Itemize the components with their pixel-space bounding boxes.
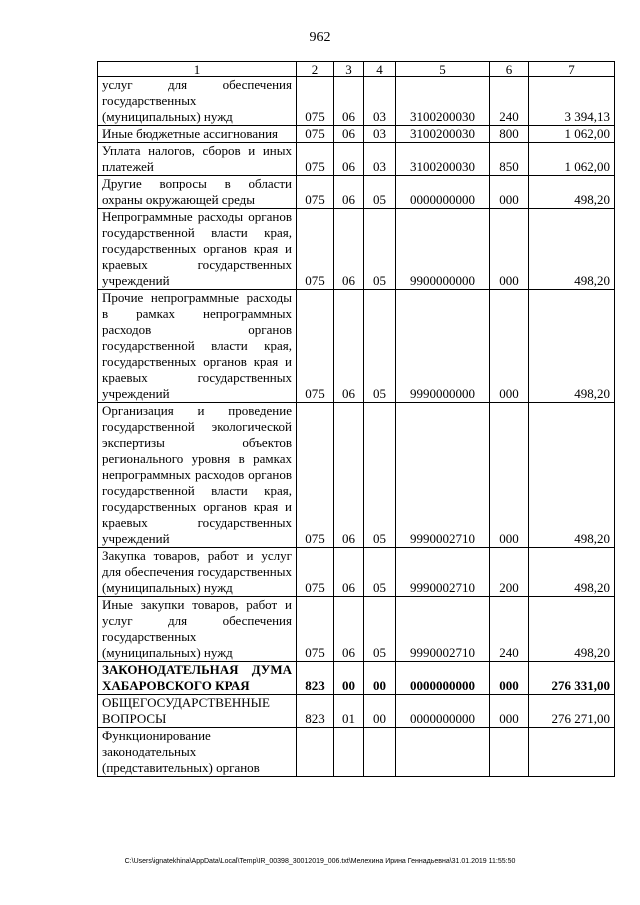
column-header: 3	[334, 62, 364, 77]
row-name: Прочие непрограммные расходы в рамках непрограммных расходов органов государственной власти края, государственных органов края и краевых государственных учреждений	[98, 290, 297, 403]
column-header: 5	[396, 62, 490, 77]
row-name: Функционирование законодательных (представительных) органов	[98, 728, 297, 777]
cell-section: 06	[334, 209, 364, 290]
cell-ministry: 823	[297, 662, 334, 695]
table-row	[98, 290, 615, 403]
cell-expense-type: 850	[490, 143, 529, 176]
cell-amount: 3 394,13	[529, 77, 615, 126]
cell-subsection: 00	[364, 695, 396, 728]
cell-expense-type: 000	[490, 290, 529, 403]
row-name: Организация и проведение государственной экологической экспертизы объектов регионального уровня в рамках непрограммных расходов органов государственной власти края, государственных органов края и краевых государственных учреждений	[98, 403, 297, 548]
cell-target-article: 3100200030	[396, 143, 490, 176]
table-row	[98, 143, 615, 176]
cell-expense-type: 000	[490, 695, 529, 728]
cell-ministry	[297, 728, 334, 777]
cell-section: 06	[334, 77, 364, 126]
cell-expense-type: 000	[490, 209, 529, 290]
cell-amount: 498,20	[529, 548, 615, 597]
cell-section: 06	[334, 548, 364, 597]
cell-ministry: 075	[297, 597, 334, 662]
cell-subsection	[364, 728, 396, 777]
row-name: Иные бюджетные ассигнования	[98, 126, 297, 143]
column-header: 6	[490, 62, 529, 77]
cell-expense-type: 000	[490, 662, 529, 695]
cell-target-article: 3100200030	[396, 77, 490, 126]
cell-ministry: 075	[297, 77, 334, 126]
cell-target-article: 0000000000	[396, 695, 490, 728]
cell-section: 06	[334, 126, 364, 143]
table-row	[98, 597, 615, 662]
cell-amount: 498,20	[529, 209, 615, 290]
cell-expense-type: 000	[490, 403, 529, 548]
cell-target-article: 9990000000	[396, 290, 490, 403]
footer-path: C:\Users\ignatekhina\AppData\Local\Temp\IR_00398_30012019_006.txt\Мелехина Ирина Геннадьевна\31.01.2019 11:55:50	[124, 858, 516, 865]
cell-expense-type: 240	[490, 77, 529, 126]
page-number: 962	[309, 30, 331, 45]
row-name: Другие вопросы в области охраны окружающей среды	[98, 176, 297, 209]
cell-ministry: 075	[297, 548, 334, 597]
cell-subsection: 05	[364, 597, 396, 662]
row-name: Уплата налогов, сборов и иных платежей	[98, 143, 297, 176]
cell-ministry: 075	[297, 143, 334, 176]
cell-subsection: 03	[364, 143, 396, 176]
cell-target-article: 0000000000	[396, 176, 490, 209]
cell-subsection: 00	[364, 662, 396, 695]
cell-subsection: 03	[364, 77, 396, 126]
cell-subsection: 05	[364, 209, 396, 290]
cell-target-article: 9990002710	[396, 403, 490, 548]
table-row	[98, 662, 615, 695]
cell-section: 06	[334, 290, 364, 403]
table-row	[98, 728, 615, 777]
table-row	[98, 209, 615, 290]
cell-amount	[529, 728, 615, 777]
row-name: ЗАКОНОДАТЕЛЬНАЯ ДУМА ХАБАРОВСКОГО КРАЯ	[98, 662, 297, 695]
cell-ministry: 075	[297, 126, 334, 143]
cell-section: 06	[334, 403, 364, 548]
table-row	[98, 176, 615, 209]
table-row	[98, 548, 615, 597]
table-row	[98, 77, 615, 126]
budget-table	[97, 61, 615, 777]
cell-target-article	[396, 728, 490, 777]
row-name: Иные закупки товаров, работ и услуг для обеспечения государственных (муниципальных) нужд	[98, 597, 297, 662]
cell-expense-type: 800	[490, 126, 529, 143]
cell-subsection: 03	[364, 126, 396, 143]
table-row	[98, 126, 615, 143]
cell-expense-type: 240	[490, 597, 529, 662]
table-body	[98, 77, 615, 777]
cell-section	[334, 728, 364, 777]
cell-expense-type: 200	[490, 548, 529, 597]
cell-target-article: 9900000000	[396, 209, 490, 290]
cell-amount: 498,20	[529, 403, 615, 548]
cell-amount: 1 062,00	[529, 143, 615, 176]
column-header: 4	[364, 62, 396, 77]
cell-subsection: 05	[364, 290, 396, 403]
cell-subsection: 05	[364, 176, 396, 209]
cell-target-article: 9990002710	[396, 597, 490, 662]
cell-amount: 498,20	[529, 176, 615, 209]
cell-subsection: 05	[364, 548, 396, 597]
table-row	[98, 695, 615, 728]
cell-ministry: 075	[297, 209, 334, 290]
cell-ministry: 075	[297, 290, 334, 403]
cell-expense-type: 000	[490, 176, 529, 209]
cell-section: 06	[334, 597, 364, 662]
cell-section: 00	[334, 662, 364, 695]
row-name: Непрограммные расходы органов государственной власти края, государственных органов края и краевых государственных учреждений	[98, 209, 297, 290]
cell-section: 01	[334, 695, 364, 728]
row-name: Закупка товаров, работ и услуг для обеспечения государственных (муниципальных) нужд	[98, 548, 297, 597]
cell-target-article: 0000000000	[396, 662, 490, 695]
cell-ministry: 823	[297, 695, 334, 728]
cell-amount: 498,20	[529, 290, 615, 403]
cell-target-article: 3100200030	[396, 126, 490, 143]
column-header: 1	[98, 62, 297, 77]
column-header: 7	[529, 62, 615, 77]
row-name: ОБЩЕГОСУДАРСТВЕННЫЕ ВОПРОСЫ	[98, 695, 297, 728]
row-name: услуг для обеспечения государственных (муниципальных) нужд	[98, 77, 297, 126]
cell-target-article: 9990002710	[396, 548, 490, 597]
column-header: 2	[297, 62, 334, 77]
cell-amount: 276 331,00	[529, 662, 615, 695]
table-row	[98, 403, 615, 548]
cell-amount: 498,20	[529, 597, 615, 662]
cell-ministry: 075	[297, 176, 334, 209]
cell-amount: 1 062,00	[529, 126, 615, 143]
cell-section: 06	[334, 143, 364, 176]
cell-section: 06	[334, 176, 364, 209]
cell-ministry: 075	[297, 403, 334, 548]
cell-amount: 276 271,00	[529, 695, 615, 728]
table-header-row	[98, 62, 615, 77]
cell-expense-type	[490, 728, 529, 777]
cell-subsection: 05	[364, 403, 396, 548]
